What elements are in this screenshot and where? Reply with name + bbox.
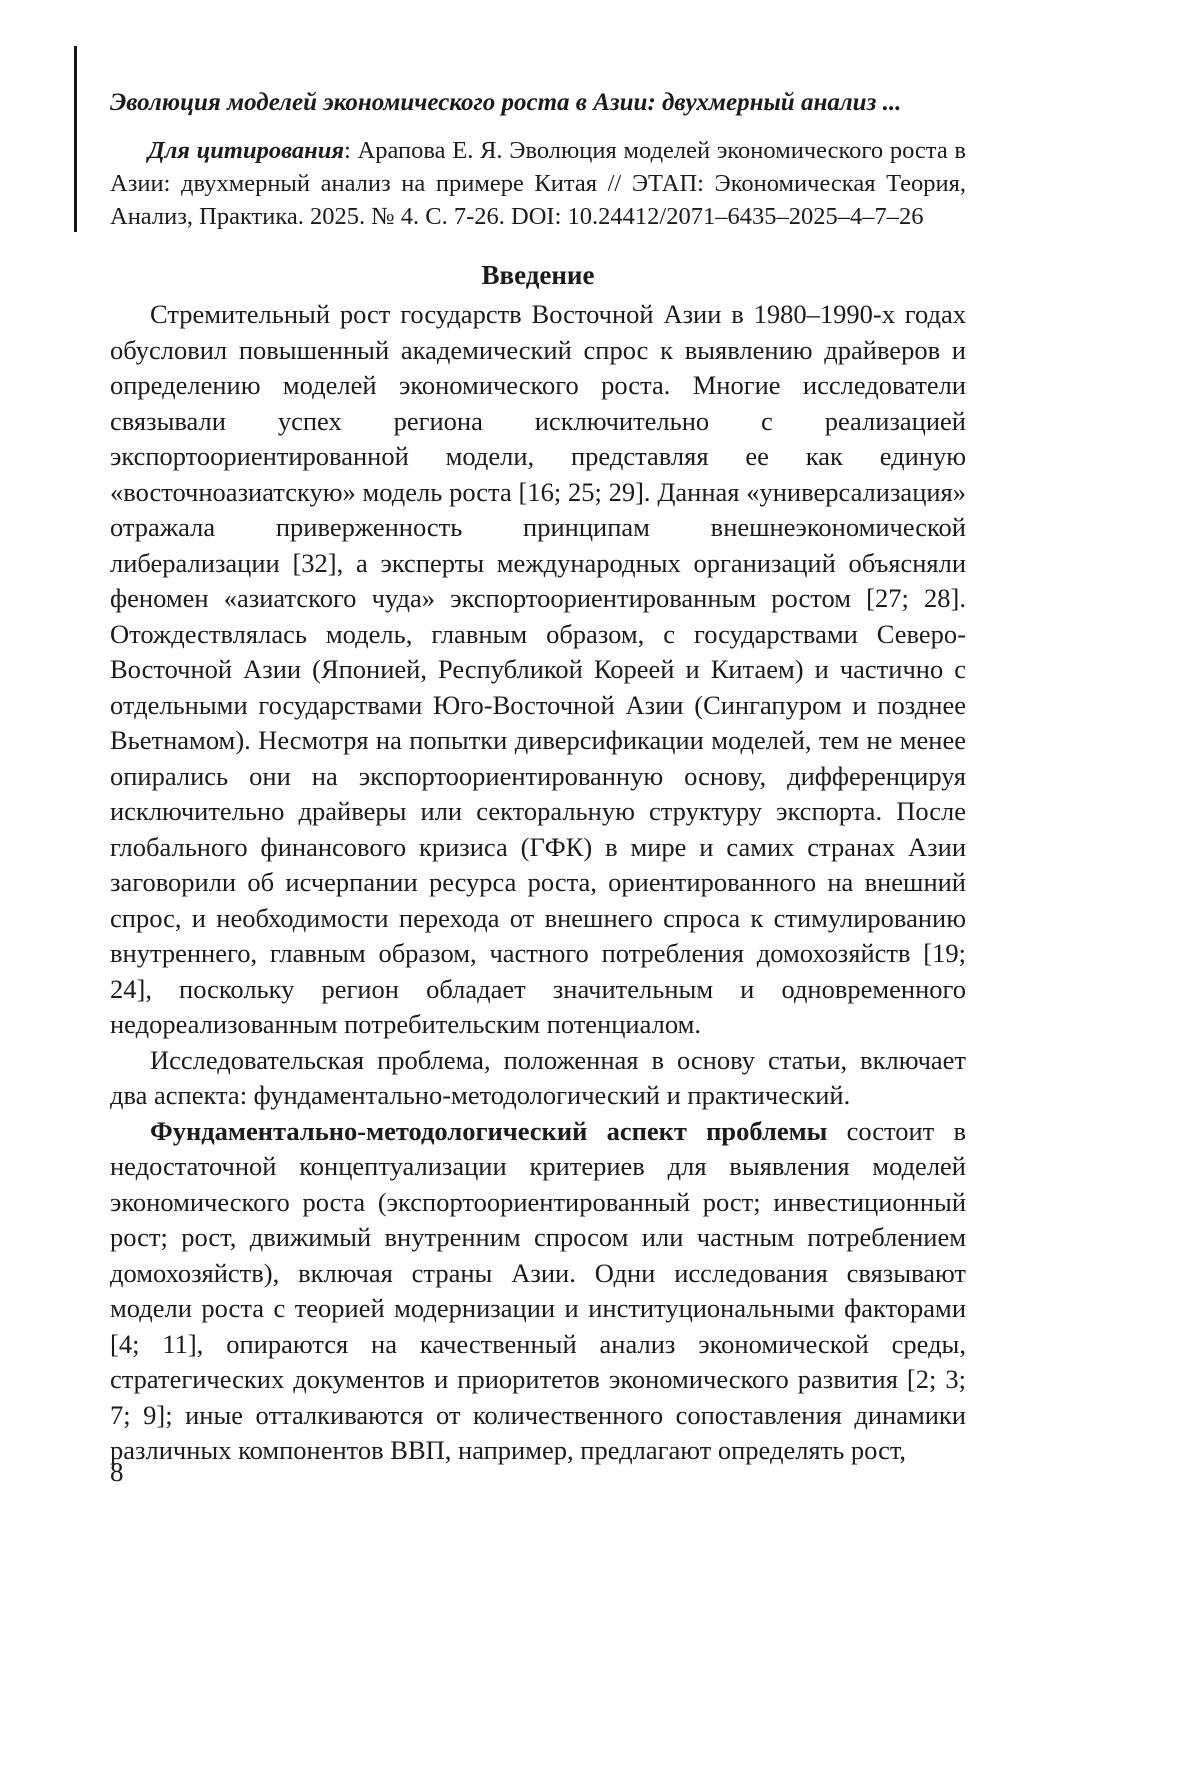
paragraph-3-lead-bold: Фундаментально-методологический аспект проблемы (150, 1115, 828, 1146)
paragraph-3-rest: состоит в недостаточной концептуализации критериев для выявления моделей экономического роста (экспортоориентированный рост; инвестиционный рост; рост, движимый внутренним спросом или частным потреблением домохозяйств), включая страны Азии. Одни исследования связывают модели роста с теорией модернизации и институциональными факторами [4; 11], опираются на качественный анализ экономической среды, стратегических документов и приоритетов экономического развития [2; 3; 7; 9]; иные отталкиваются от количественного сопоставления динамики различных компонентов ВВП, например, предлагают определять рост, (110, 1115, 966, 1465)
citation-label: Для цитирования (148, 137, 344, 164)
page-content (110, 88, 966, 1469)
section-title: Введение (481, 260, 595, 290)
left-margin-rule (74, 46, 77, 232)
paragraph-1: Стремительный рост государств Восточной Азии в 1980–1990-х годах обусловил повышенный академический спрос к выявлению драйверов и определению моделей экономического роста. Многие исследователи связывали успех региона исключительно с реализацией экспортоориентированной модели, представляя ее как единую «восточноазиатскую» модель роста [16; 25; 29]. Данная «универсализация» отражала приверженность принципам внешнеэкономической либерализации [32], а эксперты международных организаций объясняли феномен «азиатского чуда» экспортоориентированным ростом [27; 28]. Отождествлялась модель, главным образом, с государствами Северо-Восточной Азии (Японией, Республикой Кореей и Китаем) и частично с отдельными государствами Юго-Восточной Азии (Сингапуром и позднее Вьетнамом). Несмотря на попытки диверсификации моделей, тем не менее опирались они на экспортоориентированную основу, дифференцируя исключительно драйверы или секторальную структуру экспорта. После глобального финансового кризиса (ГФК) в мире и самих странах Азии заговорили об исчерпании ресурса роста, ориентированного на внешний спрос, и необходимости перехода от внешнего спроса к стимулированию внутреннего, главным образом, частного потребления домохозяйств [19; 24], поскольку регион обладает значительным и одновременного недореализованным потребительским потенциалом. (110, 299, 966, 1039)
citation-text: : Арапова Е. Я. Эволюция моделей экономического роста в Азии: двухмерный анализ на примере Китая // ЭТАП: Экономическая Теория, Анализ, Практика. 2025. № 4. С. 7-26. DOI: 10.24412/2071–6435–2025–4–7–26 (110, 137, 966, 230)
paragraph-3 (110, 1114, 966, 1469)
page-number: 8 (110, 1457, 124, 1487)
citation-block (110, 134, 966, 233)
paragraph-2: Исследовательская проблема, положенная в основу статьи, включает два аспекта: фундаментально-методологический и практический. (110, 1044, 966, 1110)
running-header: Эволюция моделей экономического роста в Азии: двухмерный анализ ... (110, 89, 902, 116)
